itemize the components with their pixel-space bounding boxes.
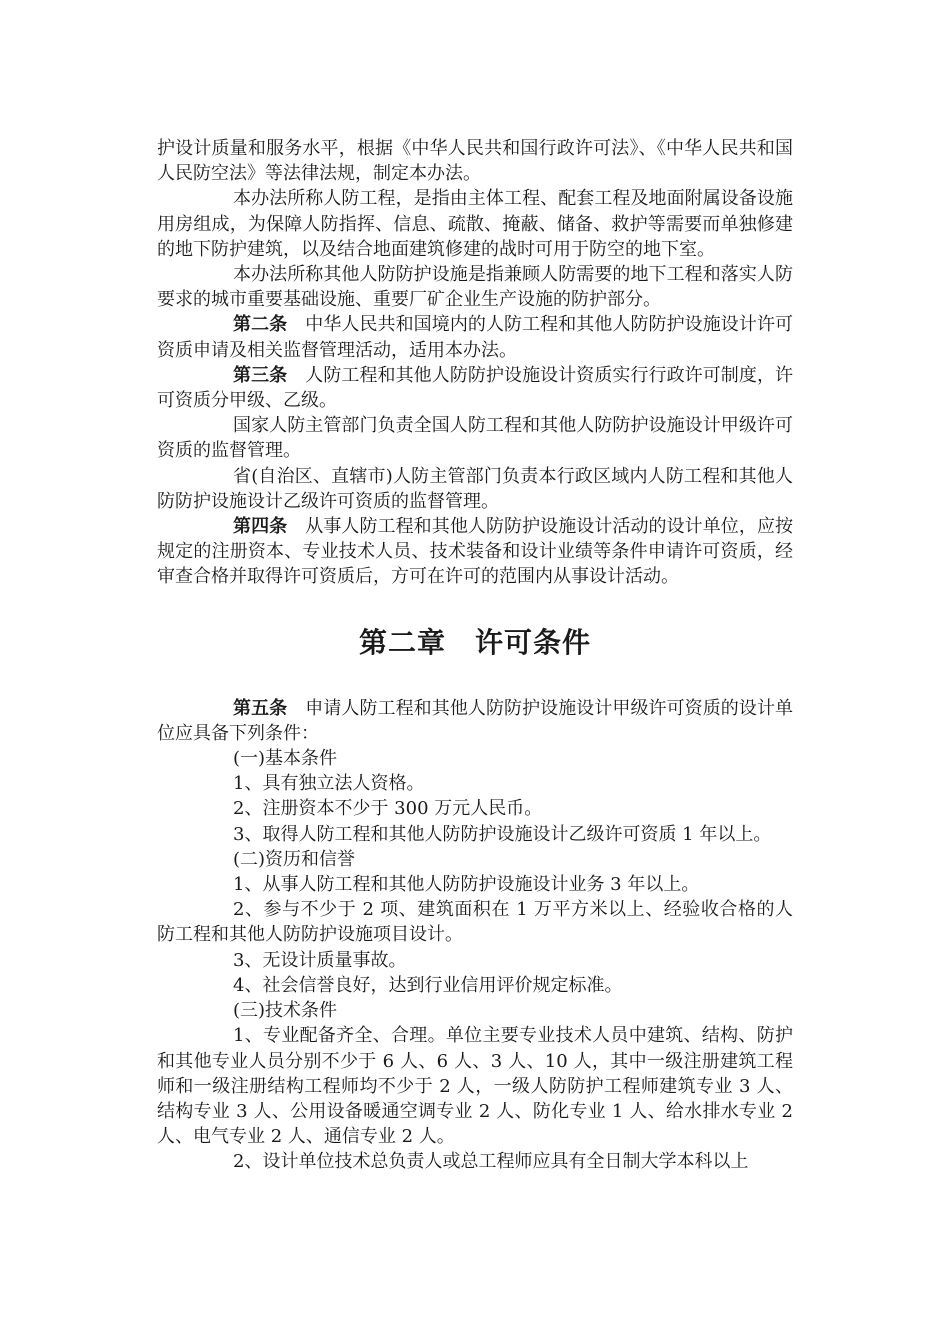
article-3-text: 人防工程和其他人防防护设施设计资质实行行政许可制度，许可资质分甲级、乙级。 <box>157 364 794 412</box>
article-4 <box>157 514 793 590</box>
article-4-label: 第四条 <box>233 516 288 538</box>
list-item: 1、具有独立法人资格。 <box>233 773 425 795</box>
article-5 <box>157 696 793 746</box>
list-item: 3、无设计质量事故。 <box>233 949 407 971</box>
list-item: 1、从事人防工程和其他人防防护设施设计业务 3 年以上。 <box>233 874 700 896</box>
document-page <box>157 136 793 1175</box>
list-item: 2、参与不少于 2 项、建筑面积在 1 万平方米以上、经验收合格的人防工程和其他人防防护设施项目设计。 <box>157 899 793 946</box>
paragraph-definition-civil-defense-works: 本办法所称人防工程，是指由主体工程、配套工程及地面附属设备设施用房组成，为保障人防指挥、信息、疏散、掩蔽、储备、救护等需要而单独修建的地下防护建筑，以及结合地面建筑修建的战时可用于防空的地下室。 <box>157 188 793 260</box>
article-2 <box>157 312 793 362</box>
section-technical-conditions: (三)技术条件 <box>233 1000 338 1022</box>
list-item: 2、注册资本不少于 300 万元人民币。 <box>233 798 543 820</box>
chapter-heading: 第二章 许可条件 <box>358 625 591 659</box>
article-5-text: 申请人防工程和其他人防防护设施设计甲级许可资质的设计单位应具备下列条件： <box>157 697 794 744</box>
paragraph-purpose: 护设计质量和服务水平，根据《中华人民共和国行政许可法》、《中华人民共和国人民防空法》等法律法规，制定本办法。 <box>157 138 793 185</box>
article-3 <box>157 363 793 413</box>
paragraph-provincial-supervision: 省(自治区、直辖市)人防主管部门负责本行政区域内人防工程和其他人防防护设施设计乙级许可资质的监督管理。 <box>157 465 793 512</box>
section-basic-conditions: (一)基本条件 <box>233 748 338 770</box>
section-experience-reputation: (二)资历和信誉 <box>233 848 356 870</box>
article-3-label: 第三条 <box>233 364 288 386</box>
paragraph-national-supervision: 国家人防主管部门负责全国人防工程和其他人防防护设施设计甲级许可资质的监督管理。 <box>157 415 793 462</box>
article-4-text: 从事人防工程和其他人防防护设施设计活动的设计单位，应按规定的注册资本、专业技术人员、技术装备和设计业绩等条件申请许可资质，经审查合格并取得许可资质后，方可在许可的范围内从事设计活动。 <box>157 516 794 588</box>
article-2-label: 第二条 <box>233 314 288 336</box>
article-5-label: 第五条 <box>233 697 288 719</box>
paragraph-definition-other-facilities: 本办法所称其他人防防护设施是指兼顾人防需要的地下工程和落实人防要求的城市重要基础设施、重要厂矿企业生产设施的防护部分。 <box>157 264 793 311</box>
article-2-text: 中华人民共和国境内的人防工程和其他人防防护设施设计许可资质申请及相关监督管理活动，适用本办法。 <box>157 314 794 361</box>
list-item: 1、专业配备齐全、合理。单位主要专业技术人员中建筑、结构、防护和其他专业人员分别不少于 6 人、6 人、3 人、10 人，其中一级注册建筑工程师和一级注册结构工程师均不少于 2 人，一级人防防护工程师建筑专业 3 人、结构专业 3 人、公用设备暖通空调专业 2 人、防化专业 1 人、给水排水专业 2 人、电气专业 2 人、通信专业 2 人。 <box>157 1025 793 1148</box>
list-item: 3、取得人防工程和其他人防防护设施设计乙级许可资质 1 年以上。 <box>233 823 772 845</box>
list-item: 2、设计单位技术总负责人或总工程师应具有全日制大学本科以上 <box>233 1151 749 1173</box>
list-item: 4、社会信誉良好，达到行业信用评价规定标准。 <box>233 974 623 996</box>
